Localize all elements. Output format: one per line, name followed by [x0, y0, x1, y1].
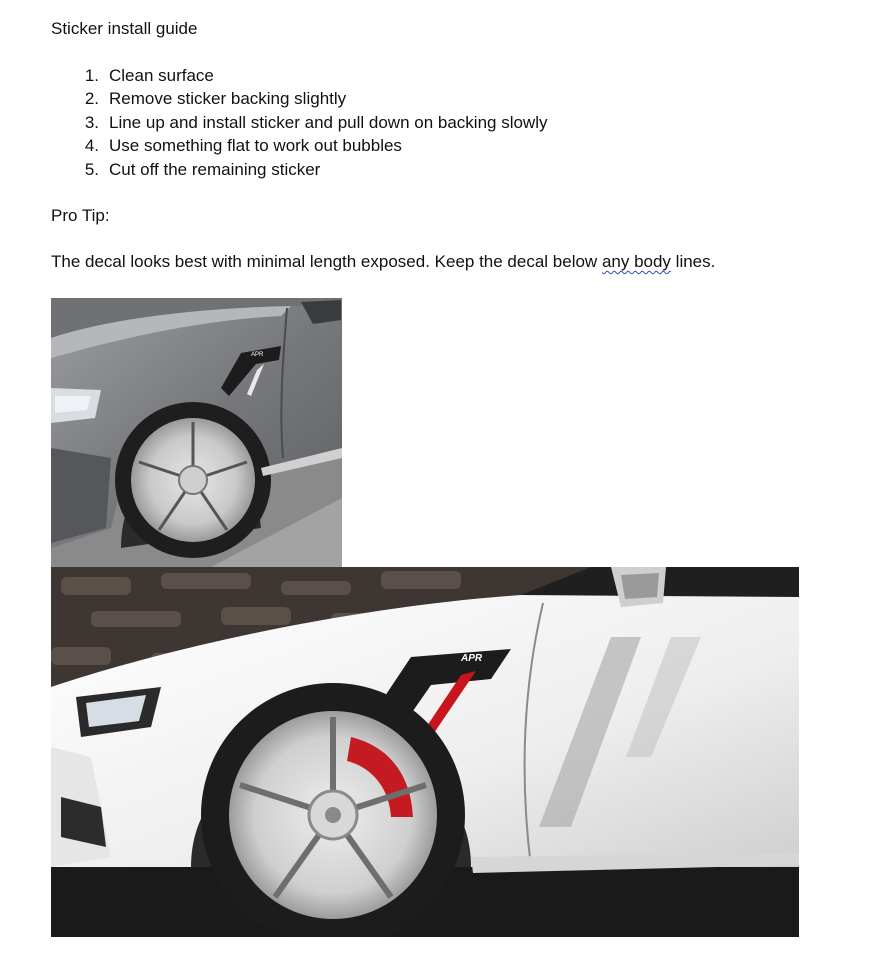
install-steps-list: [51, 64, 851, 181]
step-text: Use something flat to work out bubbles: [109, 136, 402, 156]
step-text: Remove sticker backing slightly: [109, 89, 347, 109]
step-text: Clean surface: [109, 66, 214, 85]
grey-car-decal-photo: [51, 298, 342, 567]
step-number: 3.: [84, 112, 99, 132]
tip-text-after: lines.: [670, 252, 716, 272]
grey-decal-text: APR: [251, 352, 264, 358]
list-item: [51, 111, 851, 134]
pro-tip-text: [51, 250, 851, 273]
step-text: Cut off the remaining sticker: [109, 159, 321, 179]
step-number: 5.: [84, 159, 99, 179]
document-body: [51, 17, 851, 273]
pro-tip-label: Pro Tip:: [51, 206, 110, 226]
step-number: 2.: [84, 89, 99, 109]
page-title: Sticker install guide: [51, 19, 198, 38]
step-number: 1.: [84, 66, 99, 85]
list-item: [51, 64, 851, 87]
spellcheck-marked-text: any body: [601, 252, 671, 272]
list-item: [51, 134, 851, 157]
list-item: [51, 87, 851, 110]
white-decal-text: APR: [461, 653, 483, 664]
list-item: [51, 158, 851, 181]
step-text: Line up and install sticker and pull down on backing slowly: [109, 112, 548, 132]
white-car-decal-photo: [51, 567, 799, 937]
tip-text-before: The decal looks best with minimal length exposed. Keep the decal below: [51, 252, 602, 272]
step-number: 4.: [84, 136, 99, 156]
